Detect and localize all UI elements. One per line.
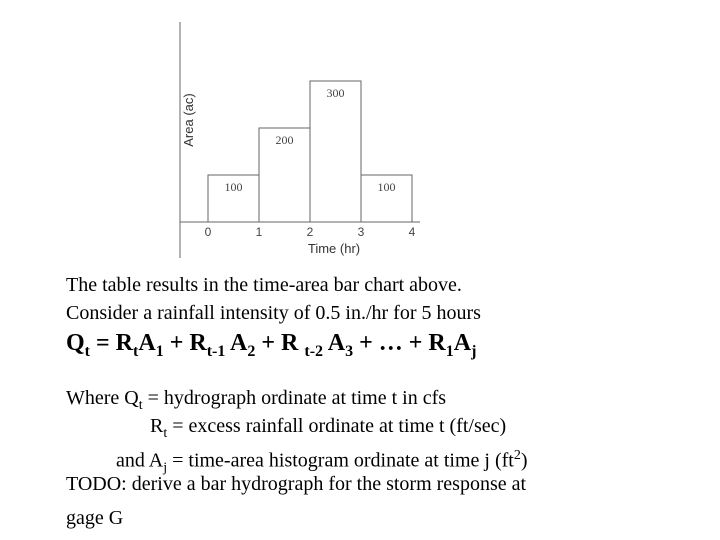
bar-value-label: 100 <box>377 180 396 194</box>
x-tick-label: 0 <box>204 225 212 239</box>
y-axis-label: Area (ac) <box>181 93 196 147</box>
where-line-3: and $A_j$ = time-area histogram ordinate at time j $(ft^2)$ <box>116 448 528 476</box>
bar-value-label: 100 <box>224 180 243 194</box>
hydrograph-equation: $Q_t = R_tA_1 + R_{t-1}$ $A_2 + R$ $_{t-2}$ $A_3$ + … + $R_1A_j$ <box>66 330 477 360</box>
bar-value-label: 200 <box>275 133 294 147</box>
where-line-2: $R_t$ = excess rainfall ordinate at time t (ft/sec) <box>150 415 507 441</box>
where-line-1: Where $Q_t$ = hydrograph ordinate at time t in cfs <box>66 387 447 413</box>
todo-line-1: TODO: derive a bar hydrograph for the storm response at <box>66 473 527 495</box>
todo-line-2: gage G <box>66 507 124 529</box>
x-tick-label: 3 <box>357 225 365 239</box>
x-tick-label: 2 <box>306 225 314 239</box>
description-line-1: The table results in the time-area bar chart above. <box>66 274 462 296</box>
x-axis-label: Time (hr) <box>307 241 361 256</box>
bar-2-3 <box>310 81 361 222</box>
x-tick-label: 1 <box>255 225 263 239</box>
bar-value-label: 300 <box>326 86 345 100</box>
description-line-2: Consider a rainfall intensity of 0.5 in./hr for 5 hours <box>66 302 481 324</box>
x-tick-labels <box>205 225 416 239</box>
x-tick-label: 4 <box>408 225 416 239</box>
bars-group <box>208 81 412 222</box>
